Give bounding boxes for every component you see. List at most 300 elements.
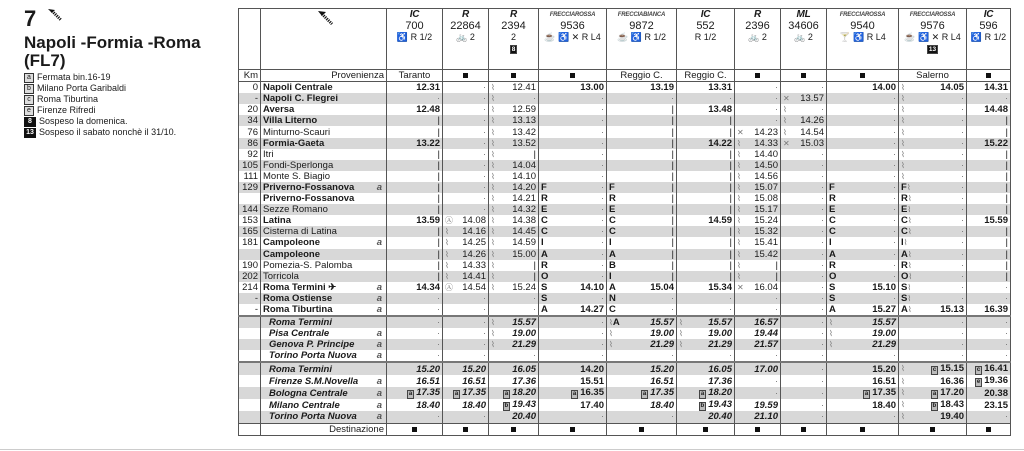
time-value: · <box>1004 93 1008 105</box>
km-value: - <box>239 293 261 304</box>
station-row <box>239 93 1011 104</box>
time-value: | <box>729 148 732 160</box>
time-cell <box>899 293 967 304</box>
time-value: · <box>482 339 486 351</box>
time-cell <box>607 362 677 375</box>
time-value: · <box>436 411 440 423</box>
station-name: Monte S. Biagio <box>263 170 331 182</box>
time-value: a 16.35 <box>572 387 604 399</box>
vertical-letter: S <box>901 281 908 293</box>
time-cell <box>607 260 677 271</box>
destination-cell <box>827 423 899 435</box>
vertical-letter: A <box>901 248 908 260</box>
origin-cell <box>489 70 539 82</box>
wavy-marker-icon: ⌇ <box>783 127 787 137</box>
time-cell <box>387 282 443 293</box>
time-cell <box>899 204 967 215</box>
station-cell <box>261 149 387 160</box>
time-value: 19.00 <box>708 328 732 340</box>
station-name: Torino Porta Nuova <box>269 350 357 362</box>
origin-cell: Taranto <box>387 70 443 82</box>
origin-square-icon <box>986 73 991 78</box>
provenienza-label: Provenienza <box>261 70 387 82</box>
time-cell <box>677 260 735 271</box>
time-cell <box>677 316 735 328</box>
station-cell <box>261 282 387 293</box>
station-name: Firenze S.M.Novella <box>269 375 359 387</box>
time-cell <box>677 387 735 399</box>
station-name: Formia-Gaeta <box>263 137 325 149</box>
station-cell <box>261 339 387 350</box>
connection-row <box>239 350 1011 362</box>
time-value: | <box>671 248 674 260</box>
station-cell <box>261 260 387 271</box>
legend-item <box>24 72 234 83</box>
time-value: 23.15 <box>984 399 1008 411</box>
note-flag-icon: e <box>976 379 981 386</box>
wavy-marker-icon: ⌇ <box>901 149 905 159</box>
wavy-marker-icon: ⌇ <box>609 329 613 339</box>
vertical-letter: A <box>541 304 548 316</box>
wavy-marker-icon: ⌇ <box>901 116 905 126</box>
train-services-icons: ♿ R 1/2 <box>396 32 433 42</box>
train-category-logo: R <box>509 9 518 20</box>
destination-square-icon <box>860 427 865 432</box>
time-cell <box>677 339 735 350</box>
time-cell <box>735 115 781 126</box>
time-value: · <box>600 292 604 304</box>
origin-cell <box>735 70 781 82</box>
vertical-letter: R <box>829 193 836 205</box>
wavy-marker-icon: ⌇ <box>737 249 741 259</box>
time-cell <box>967 387 1011 399</box>
time-cell <box>899 375 967 387</box>
destination-square-icon <box>755 427 760 432</box>
time-cell <box>967 138 1011 149</box>
wavy-marker-icon: ⌇ <box>907 282 912 292</box>
time-value: · <box>600 181 604 193</box>
time-value: b 19.43 <box>504 399 536 411</box>
time-value: · <box>960 193 964 205</box>
wavy-marker-icon: ⌇ <box>907 194 912 204</box>
time-value: · <box>892 226 896 238</box>
time-value: · <box>600 339 604 351</box>
wavy-marker-icon: ⌇ <box>906 182 911 192</box>
origin-cell: Salerno <box>899 70 967 82</box>
time-value: · <box>820 270 824 282</box>
time-value: | <box>1005 226 1008 238</box>
time-value: · <box>728 93 732 105</box>
legend-item <box>24 116 234 127</box>
wavy-marker-icon: ⌇ <box>609 318 613 328</box>
wavy-marker-icon: ⌇ <box>907 205 912 215</box>
time-cell <box>899 350 967 362</box>
time-cell <box>489 362 539 375</box>
time-value: 14.48 <box>984 104 1008 116</box>
time-value: | <box>437 126 440 138</box>
vertical-letter: F <box>541 181 547 193</box>
time-cell <box>539 182 607 193</box>
wavy-marker-icon: ⌇ <box>737 149 741 159</box>
time-cell <box>677 138 735 149</box>
time-value: 14.59 <box>512 237 536 249</box>
km-value <box>239 399 261 411</box>
time-value: 14.26 <box>462 248 486 260</box>
time-value: 19.00 <box>650 328 674 340</box>
train-note-badge: 13 <box>928 46 937 53</box>
time-value: 15.42 <box>754 248 778 260</box>
station-name: Genova P. Principe <box>269 339 355 351</box>
time-value: 14.05 <box>940 82 964 94</box>
time-cell <box>539 271 607 282</box>
cross-marker-icon: ✕ <box>737 282 744 292</box>
wavy-marker-icon: ⌇ <box>903 238 908 248</box>
page-divider <box>0 449 1024 450</box>
time-cell <box>489 204 539 215</box>
legend-item <box>24 94 234 105</box>
time-value: · <box>482 104 486 116</box>
time-cell <box>781 271 827 282</box>
time-value: · <box>960 137 964 149</box>
time-cell <box>387 149 443 160</box>
station-row <box>239 215 1011 226</box>
wavy-marker-icon: ⌇ <box>901 83 905 93</box>
time-value: · <box>482 328 486 340</box>
wavy-marker-icon: ⌇ <box>783 116 787 126</box>
km-value: 86 <box>239 138 261 149</box>
time-value: · <box>600 215 604 227</box>
time-cell <box>967 82 1011 94</box>
time-cell <box>539 293 607 304</box>
time-value: 19.59 <box>754 399 778 411</box>
time-value: · <box>482 148 486 160</box>
time-cell <box>827 316 899 328</box>
wavy-marker-icon: ⌇ <box>829 318 833 328</box>
time-cell <box>607 182 677 193</box>
connection-row <box>239 339 1011 350</box>
vertical-letter: R <box>901 193 908 205</box>
note-flag-icon: b <box>504 403 509 410</box>
connection-row <box>239 387 1011 399</box>
time-value: · <box>436 317 440 329</box>
destination-square-icon <box>930 427 935 432</box>
time-cell <box>735 82 781 94</box>
km-value <box>239 249 261 260</box>
origin-cell <box>827 70 899 82</box>
time-cell <box>539 260 607 271</box>
origin-cell: Reggio C. <box>677 70 735 82</box>
time-cell <box>489 350 539 362</box>
time-value: 14.40 <box>754 148 778 160</box>
km-value: 92 <box>239 149 261 160</box>
wavy-marker-icon: ⌇ <box>907 216 912 226</box>
wavy-marker-icon: ⌇ <box>491 105 495 115</box>
time-value: | <box>437 159 440 171</box>
wavy-marker-icon: ⌇ <box>737 227 741 237</box>
time-value: · <box>960 204 964 216</box>
time-cell <box>967 93 1011 104</box>
destination-square-icon <box>986 427 991 432</box>
time-value: · <box>600 148 604 160</box>
time-cell <box>735 126 781 137</box>
connection-row <box>239 328 1011 339</box>
time-value: · <box>892 126 896 138</box>
time-value: · <box>820 170 824 182</box>
time-cell <box>677 193 735 204</box>
time-cell <box>677 328 735 339</box>
time-cell <box>607 204 677 215</box>
time-cell <box>443 115 489 126</box>
time-value: · <box>820 328 824 340</box>
time-value: · <box>436 328 440 340</box>
time-value: 17.36 <box>512 375 536 387</box>
wavy-marker-icon: ⌇ <box>908 271 913 281</box>
station-cell <box>261 82 387 94</box>
time-cell <box>387 82 443 94</box>
time-value: | <box>533 259 536 271</box>
time-cell <box>827 304 899 316</box>
time-value: | <box>533 270 536 282</box>
time-value: | <box>1005 148 1008 160</box>
time-cell <box>387 362 443 375</box>
time-value: · <box>600 248 604 260</box>
legend-text: Firenze Rifredi <box>37 105 96 115</box>
time-cell <box>607 350 677 362</box>
station-name: Minturno-Scauri <box>263 126 331 138</box>
time-cell <box>899 399 967 411</box>
arrival-marker: a <box>376 304 382 316</box>
time-value: · <box>482 137 486 149</box>
time-value: a 17.35 <box>408 387 440 399</box>
wavy-marker-icon: ⌇ <box>491 260 495 270</box>
time-cell <box>539 93 607 104</box>
time-value: · <box>1004 339 1008 351</box>
time-value: 14.26 <box>800 115 824 127</box>
time-cell <box>387 249 443 260</box>
time-value: · <box>820 292 824 304</box>
time-cell <box>781 171 827 182</box>
time-value: 16.51 <box>462 375 486 387</box>
km-value: - <box>239 93 261 104</box>
km-value <box>239 411 261 423</box>
time-cell <box>539 160 607 171</box>
time-cell <box>489 115 539 126</box>
time-cell <box>539 362 607 375</box>
time-value: · <box>482 193 486 205</box>
time-value: a 17.20 <box>932 387 964 399</box>
wavy-marker-icon: ⌇ <box>901 127 905 137</box>
time-value: · <box>892 193 896 205</box>
station-cell <box>261 293 387 304</box>
wavy-marker-icon: ⌇ <box>901 171 905 181</box>
time-value: · <box>600 226 604 238</box>
time-cell <box>967 249 1011 260</box>
time-value: · <box>482 170 486 182</box>
time-cell <box>489 104 539 115</box>
time-value: · <box>820 204 824 216</box>
station-cell <box>261 215 387 226</box>
wavy-marker-icon: ⌇ <box>901 376 905 386</box>
time-value: | <box>671 126 674 138</box>
vertical-letter: C <box>609 304 616 316</box>
wavy-marker-icon: ⌇ <box>491 249 495 259</box>
time-cell <box>677 226 735 237</box>
time-cell <box>607 149 677 160</box>
time-cell <box>443 411 489 423</box>
time-cell <box>443 399 489 411</box>
destination-square-icon <box>511 427 516 432</box>
time-value: · <box>892 170 896 182</box>
wavy-marker-icon: ⌇ <box>491 238 495 248</box>
vertical-letter: S <box>541 292 548 304</box>
legend-item <box>24 105 234 116</box>
wavy-marker-icon: ⌇ <box>737 194 741 204</box>
vertical-letter: O <box>901 270 909 282</box>
station-cell <box>261 316 387 328</box>
time-value: 15.32 <box>754 226 778 238</box>
time-cell <box>489 387 539 399</box>
time-cell <box>677 93 735 104</box>
time-value: · <box>960 126 964 138</box>
time-cell <box>387 160 443 171</box>
time-cell <box>781 149 827 160</box>
time-value: 19.44 <box>754 328 778 340</box>
time-cell <box>539 350 607 362</box>
time-value: | <box>671 137 674 149</box>
arrival-marker: a <box>376 237 382 249</box>
wavy-marker-icon: ⌇ <box>491 116 495 126</box>
train-category-logo: FRECCIAROSSA <box>909 12 956 18</box>
time-value: | <box>671 193 674 205</box>
note-flag-icon: c <box>932 367 937 374</box>
legend-text: Sospeso la domenica. <box>39 116 128 126</box>
station-cell <box>261 249 387 260</box>
time-value: 15.34 <box>708 281 732 293</box>
time-value: | <box>671 148 674 160</box>
time-value: · <box>820 82 824 94</box>
destination-square-icon <box>703 427 708 432</box>
route-number: 7 <box>24 6 37 31</box>
time-value: · <box>482 82 486 94</box>
time-cell <box>827 387 899 399</box>
destination-square-icon <box>412 427 417 432</box>
time-cell <box>735 271 781 282</box>
time-cell <box>899 282 967 293</box>
train-column-header <box>607 9 677 70</box>
time-value: 14.22 <box>708 137 732 149</box>
time-value: 18.40 <box>462 399 486 411</box>
station-name: Roma Ostiense <box>263 292 333 304</box>
time-cell <box>967 215 1011 226</box>
time-value: c 16.41 <box>976 363 1008 375</box>
origin-square-icon <box>570 73 575 78</box>
time-cell <box>387 399 443 411</box>
vertical-letter: C <box>901 226 908 238</box>
time-cell <box>607 399 677 411</box>
time-value: · <box>960 281 964 293</box>
wavy-marker-icon: ⌇ <box>901 160 905 170</box>
time-value: · <box>892 104 896 116</box>
origin-cell <box>781 70 827 82</box>
time-value: 18.40 <box>872 399 896 411</box>
vertical-letter: A <box>829 248 836 260</box>
legend <box>24 72 234 138</box>
time-value: · <box>820 399 824 411</box>
time-cell <box>489 93 539 104</box>
time-value: | <box>671 170 674 182</box>
km-label: Km <box>239 70 261 82</box>
time-value: 14.54 <box>800 126 824 138</box>
legend-key-icon: a <box>24 73 34 83</box>
time-cell <box>539 215 607 226</box>
vertical-letter: A <box>541 248 548 260</box>
train-category-logo: FRECCIAROSSA <box>549 12 596 18</box>
wavy-marker-icon: ⌇ <box>445 249 449 259</box>
time-cell <box>607 93 677 104</box>
origin-square-icon <box>511 73 516 78</box>
station-cell <box>261 138 387 149</box>
time-cell <box>827 204 899 215</box>
time-cell <box>677 362 735 375</box>
time-cell <box>387 316 443 328</box>
time-value: 14.54 <box>462 281 486 293</box>
time-value: · <box>820 363 824 375</box>
time-cell <box>489 237 539 248</box>
time-cell <box>677 104 735 115</box>
time-value: · <box>820 339 824 351</box>
time-cell <box>967 237 1011 248</box>
destination-cell <box>967 423 1011 435</box>
time-value: | <box>729 159 732 171</box>
destination-cell <box>539 423 607 435</box>
time-value: | <box>671 270 674 282</box>
time-value: · <box>820 193 824 205</box>
arrival-marker: a <box>376 375 382 387</box>
station-cell <box>261 375 387 387</box>
route-header <box>24 6 234 138</box>
time-value: | <box>729 204 732 216</box>
time-cell <box>781 215 827 226</box>
station-name: Napoli C. Flegrei <box>263 93 338 105</box>
time-value: | <box>671 181 674 193</box>
time-cell <box>967 282 1011 293</box>
train-category-logo: FRECCIABIANCA <box>617 12 666 18</box>
wavy-marker-icon: ⌇ <box>679 340 683 350</box>
wavy-marker-icon: ⌇ <box>907 249 912 259</box>
wavy-marker-icon: ⌇ <box>737 260 741 270</box>
time-value: 17.00 <box>754 363 778 375</box>
time-value: · <box>436 350 440 362</box>
time-value: · <box>532 93 536 105</box>
time-value: 18.40 <box>416 399 440 411</box>
time-value: · <box>482 411 486 423</box>
origin-cell <box>443 70 489 82</box>
time-value: · <box>960 181 964 193</box>
time-cell <box>781 93 827 104</box>
time-cell <box>443 249 489 260</box>
time-cell <box>539 126 607 137</box>
wavy-marker-icon: ⌇ <box>901 400 905 410</box>
time-cell <box>827 282 899 293</box>
time-value: 14.32 <box>512 204 536 216</box>
time-cell <box>899 260 967 271</box>
wavy-marker-icon: ⌇ <box>901 388 905 398</box>
station-name: Villa Literno <box>263 115 318 127</box>
time-value: · <box>820 159 824 171</box>
time-cell <box>735 249 781 260</box>
time-value: 14.10 <box>512 170 536 182</box>
km-value: 34 <box>239 115 261 126</box>
